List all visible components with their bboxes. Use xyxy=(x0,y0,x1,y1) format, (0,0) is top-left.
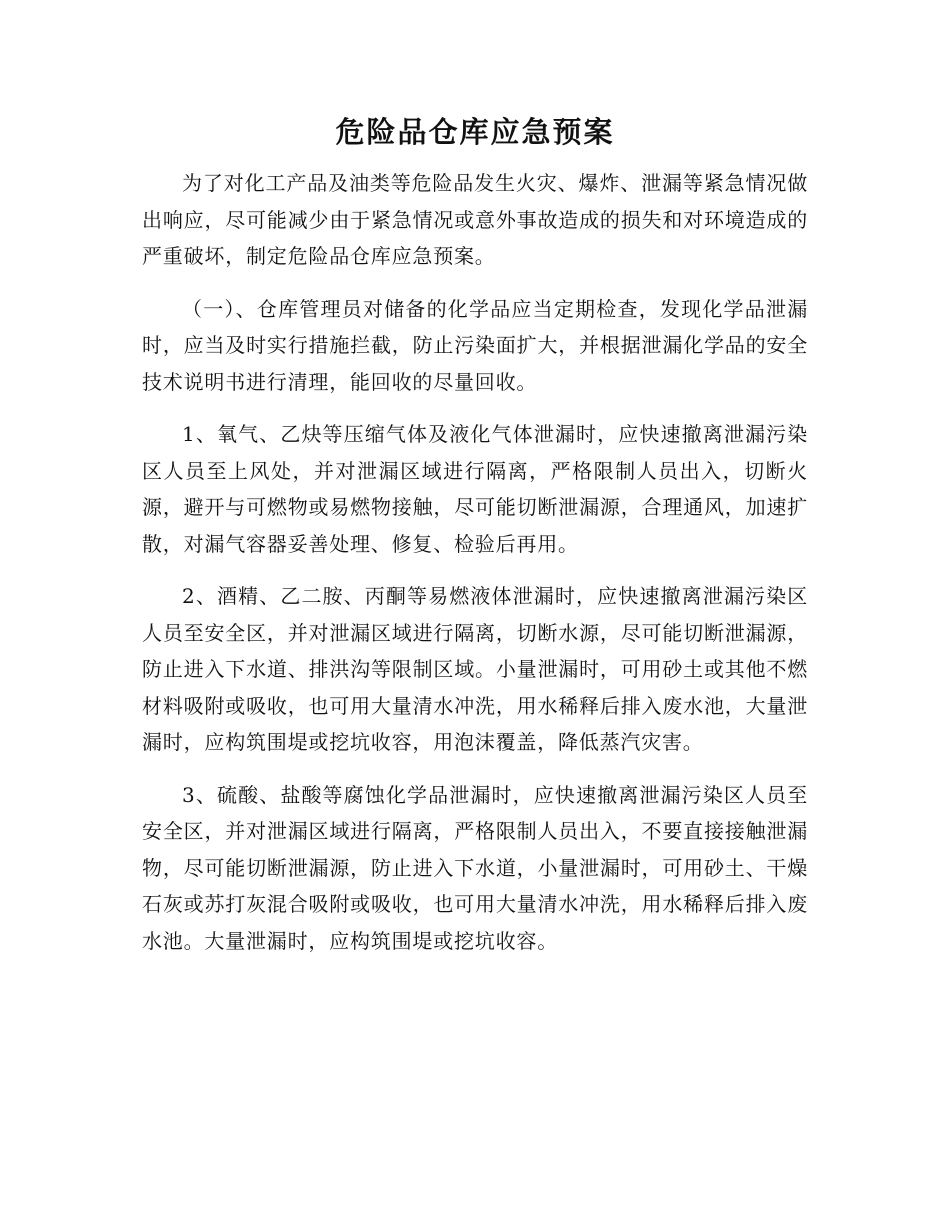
paragraph-item-1: 1、氧气、乙炔等压缩气体及液化气体泄漏时，应快速撤离泄漏污染区人员至上风处，并对泄漏区域进行隔离，严格限制人员出入，切断火源，避开与可燃物或易燃物接触，尽可能切断泄漏源，合理通风，加速扩散，对漏气容器妥善处理、修复、检验后再用。 xyxy=(142,422,808,556)
paragraph-item-3: 3、硫酸、盐酸等腐蚀化学品泄漏时，应快速撤离泄漏污染区人员至安全区，并对泄漏区域进行隔离，严格限制人员出入，不要直接接触泄漏物，尽可能切断泄漏源，防止进入下水道，小量泄漏时，可用砂土、干燥石灰或苏打灰混合吸附或吸收，也可用大量清水冲洗，用水稀释后排入废水池。大量泄漏时，应构筑围堤或挖坑收容。 xyxy=(142,782,808,953)
paragraph-intro: 为了对化工产品及油类等危险品发生火灾、爆炸、泄漏等紧急情况做出响应，尽可能减少由于紧急情况或意外事故造成的损失和对环境造成的严重破坏，制定危险品仓库应急预案。 xyxy=(142,171,808,268)
paragraph-item-2: 2、酒精、乙二胺、丙酮等易燃液体泄漏时，应快速撤离泄漏污染区人员至安全区，并对泄漏区域进行隔离，切断水源，尽可能切断泄漏源，防止进入下水道、排洪沟等限制区域。小量泄漏时，可用砂土或其他不燃材料吸附或吸收，也可用大量清水冲洗，用水稀释后排入废水池，大量泄漏时，应构筑围堤或挖坑收容，用泡沫覆盖，降低蒸汽灾害。 xyxy=(142,584,808,754)
document-body xyxy=(142,165,808,975)
paragraph-section-1: （一）、仓库管理员对储备的化学品应当定期检查，发现化学品泄漏时，应当及时实行措施拦截，防止污染面扩大，并根据泄漏化学品的安全技术说明书进行清理，能回收的尽量回收。 xyxy=(142,296,808,394)
document-title: 危险品仓库应急预案 xyxy=(335,115,615,149)
